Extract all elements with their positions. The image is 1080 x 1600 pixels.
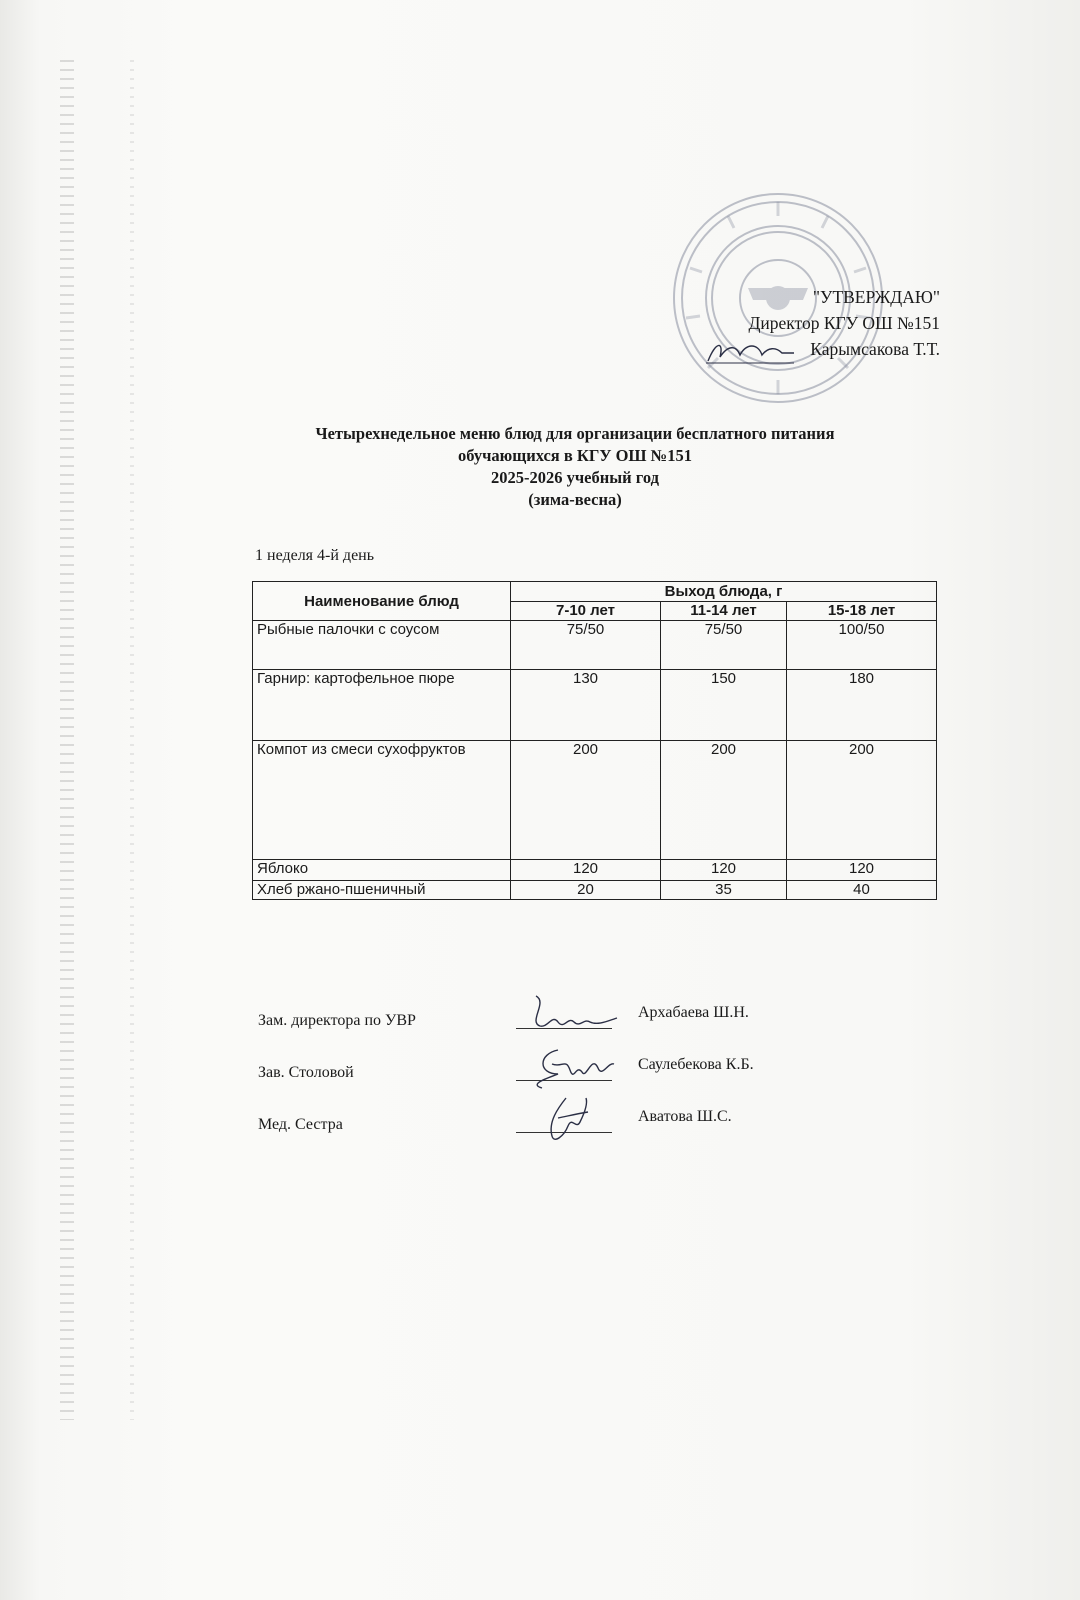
age-group-header: 7-10 лет — [511, 601, 661, 621]
portion-value: 120 — [661, 860, 787, 881]
portion-value: 100/50 — [787, 621, 937, 670]
scan-edge-marks — [130, 60, 134, 1420]
week-day-label: 1 неделя 4-й день — [255, 547, 375, 564]
table-row — [253, 670, 937, 741]
output-header: Выход блюда, г — [511, 582, 937, 602]
table-header-row — [253, 582, 937, 602]
signatory-name: Архабаева Ш.Н. — [638, 1004, 749, 1021]
table-row — [253, 881, 937, 900]
director-signature-icon — [706, 335, 796, 367]
table-row — [253, 741, 937, 860]
title-line-4: (зима-весна) — [528, 490, 622, 509]
portion-value: 120 — [511, 860, 661, 881]
age-group-header: 11-14 лет — [661, 601, 787, 621]
dish-name: Яблоко — [253, 860, 511, 881]
signature-row — [258, 1108, 818, 1146]
portion-value: 130 — [511, 670, 661, 741]
portion-value: 200 — [787, 741, 937, 860]
age-group-header: 15-18 лет — [787, 601, 937, 621]
signatory-name: Аватова Ш.С. — [638, 1108, 732, 1125]
scan-edge-marks — [60, 60, 74, 1420]
portion-value: 75/50 — [661, 621, 787, 670]
portion-value: 75/50 — [511, 621, 661, 670]
document-title — [250, 423, 900, 511]
handwritten-signature-icon — [518, 1044, 618, 1094]
signatory-role: Зав. Столовой — [258, 1064, 354, 1081]
signature-row — [258, 1056, 818, 1094]
portion-value: 180 — [787, 670, 937, 741]
director-name: Карымсакова Т.Т. — [810, 339, 940, 359]
handwritten-signature-icon — [518, 1096, 618, 1146]
portion-value: 20 — [511, 881, 661, 900]
title-line-2: обучающихся в КГУ ОШ №151 — [457, 446, 692, 465]
portion-value: 35 — [661, 881, 787, 900]
dish-name: Рыбные палочки с соусом — [253, 621, 511, 670]
dish-name: Компот из смеси сухофруктов — [253, 741, 511, 860]
portion-value: 200 — [511, 741, 661, 860]
signatory-role: Зам. директора по УВР — [258, 1012, 416, 1029]
signatory-name: Саулебекова К.Б. — [638, 1056, 754, 1073]
dish-name-header: Наименование блюд — [253, 582, 511, 621]
menu-table — [252, 581, 937, 900]
table-row — [253, 621, 937, 670]
handwritten-signature-icon — [518, 992, 618, 1042]
approval-heading: "УТВЕРЖДАЮ" — [812, 287, 940, 307]
portion-value: 150 — [661, 670, 787, 741]
dish-name: Хлеб ржано-пшеничный — [253, 881, 511, 900]
signature-row — [258, 1004, 818, 1042]
title-line-1: Четырехнедельное меню блюд для организации бесплатного питания — [315, 424, 835, 443]
dish-name: Гарнир: картофельное пюре — [253, 670, 511, 741]
portion-value: 40 — [787, 881, 937, 900]
portion-value: 200 — [661, 741, 787, 860]
table-row — [253, 860, 937, 881]
director-position: Директор КГУ ОШ №151 — [748, 313, 940, 333]
signatory-role: Мед. Сестра — [258, 1116, 343, 1133]
title-line-3: 2025-2026 учебный год — [491, 468, 659, 487]
portion-value: 120 — [787, 860, 937, 881]
